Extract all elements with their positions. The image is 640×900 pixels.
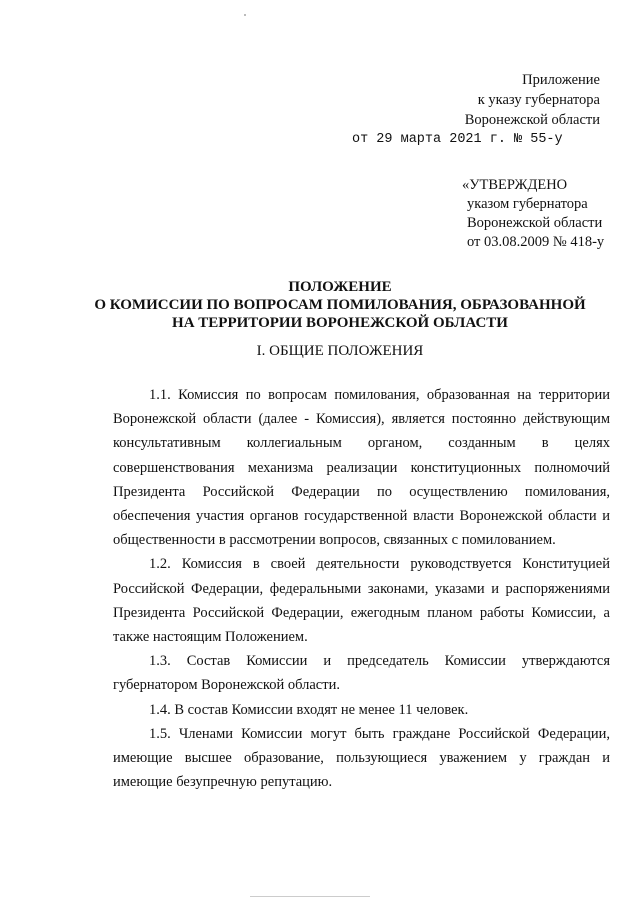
title-line-1: ПОЛОЖЕНИЕ: [288, 279, 392, 295]
document-title: [60, 278, 620, 332]
paragraph-1-4: 1.4. В состав Комиссии входят не менее 11 человек.: [149, 701, 469, 718]
approved-line-2: указом губернатора: [467, 196, 588, 212]
title-line-2: О КОМИССИИ ПО ВОПРОСАМ ПОМИЛОВАНИЯ, ОБРАЗОВАННОЙ: [94, 297, 586, 313]
approved-line-4: от 03.08.2009 № 418-у: [467, 234, 605, 250]
bottom-edge-mark: [250, 896, 370, 897]
document-body: [113, 383, 610, 794]
paragraph-1-2: 1.2. Комиссия в своей деятельности руководствуется Конституцией Российской Федерации, федеральными законами, указами и распоряжениями Президента Российской Федерации, ежегодным планом работы Комиссии, а также настоящим Положением.: [113, 556, 610, 646]
appendix-date-line: от 29 марта 2021 г. № 55-у: [352, 132, 563, 147]
section-heading: I. ОБЩИЕ ПОЛОЖЕНИЯ: [256, 343, 424, 359]
paragraph-1-5: 1.5. Членами Комиссии могут быть граждане Российской Федерации, имеющие высшее образование, пользующиеся уважением у граждан и имеющие безупречную репутацию.: [113, 725, 610, 791]
approved-block: [462, 176, 622, 252]
approved-line-3: Воронежской области: [467, 215, 603, 231]
approved-line-1: «УТВЕРЖДЕНО: [462, 177, 568, 193]
paragraph-1-3: 1.3. Состав Комиссии и председатель Комиссии утверждаются губернатором Воронежской области.: [113, 653, 610, 694]
appendix-line-1: Приложение: [522, 72, 600, 88]
title-line-3: НА ТЕРРИТОРИИ ВОРОНЕЖСКОЙ ОБЛАСТИ: [172, 315, 508, 331]
appendix-line-3: Воронежской области: [464, 112, 600, 128]
appendix-block: [352, 70, 600, 150]
scan-mark: [244, 14, 246, 16]
appendix-line-2: к указу губернатора: [477, 92, 600, 108]
paragraph-1-1: 1.1. Комиссия по вопросам помилования, образованная на территории Воронежской области (далее - Комиссия), является постоянно действующим консультативным коллегиальным органом, созданным в целях совершенствования механизма реализации конституционных полномочий Президента Российской Федерации по осуществлению помилования, обеспечения участия органов государственной власти Воронежской области и общественности в рассмотрении вопросов, связанных с помилованием.: [113, 387, 610, 549]
